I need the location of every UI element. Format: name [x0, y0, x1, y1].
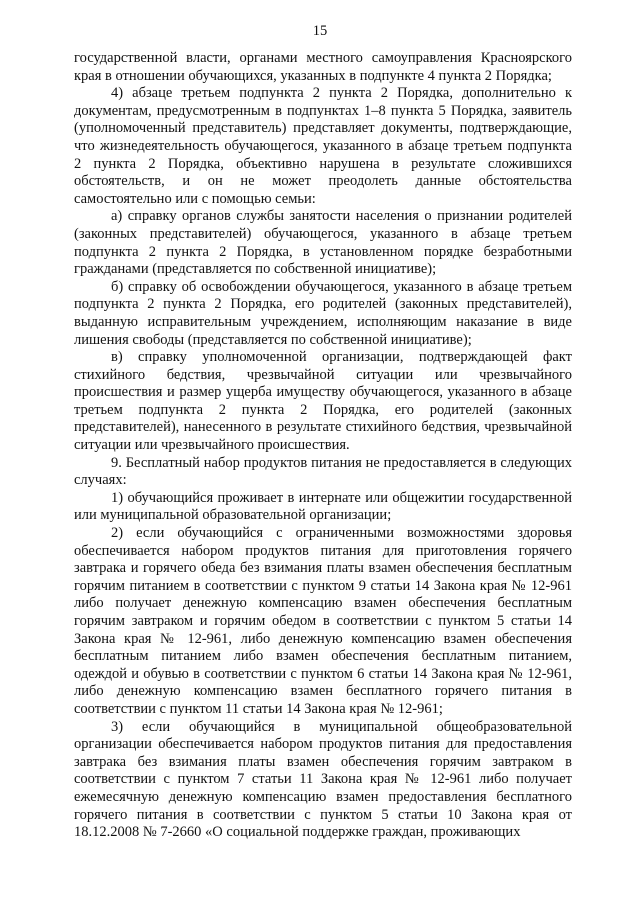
paragraph-item-a: а) справку органов службы занятости населения о признании родителей (законных представителей) обучающегося, указанного в абзаце третьем подпункта 2 пункта 2 Порядка, в установленном порядке безработными гражданами (представляется по собственной инициативе);	[74, 208, 572, 278]
paragraph-item-3: 3) если обучающийся в муниципальной общеобразовательной организации обеспечивается набором продуктов питания для предоставления завтрака без взимания платы взамен обеспечения горячим завтраком в соответствии с пунктом 7 статьи 11 Закона края № 12-961 либо получает ежемесячную денежную компенсацию взамен предоставления бесплатного горячего питания в соответствии с пунктом 5 статьи 10 Закона края от 18.12.2008 № 7-2660 «О социальной поддержке граждан, проживающих	[74, 718, 572, 841]
paragraph-item-v: в) справку уполномоченной организации, подтверждающей факт стихийного бедствия, чрезвычайной ситуации или чрезвычайного происшествия и размер ущерба имуществу обучающегося, указанного в абзаце третьем подпункта 2 пункта 2 Порядка, его родителей (законных представителей), нанесенного в результате стихийного бедствия, чрезвычайной ситуации или чрезвычайного происшествия.	[74, 349, 572, 454]
paragraph-item-b: б) справку об освобождении обучающегося, указанного в абзаце третьем подпункта 2 пункта 2 Порядка, его родителей (законных представителей), выданную исправительным учреждением, исполняющим наказание в виде лишения свободы (представляется по собственной инициативе);	[74, 278, 572, 348]
paragraph-section-9: 9. Бесплатный набор продуктов питания не предоставляется в следующих случаях:	[74, 454, 572, 489]
paragraph-item-1: 1) обучающийся проживает в интернате или общежитии государственной или муниципальной образовательной организации;	[74, 489, 572, 524]
document-body	[74, 50, 572, 842]
paragraph-item-4: 4) абзаце третьем подпункта 2 пункта 2 Порядка, дополнительно к документам, предусмотренным в подпунктах 1–8 пункта 5 Порядка, заявитель (уполномоченный представитель) представляет документы, подтверждающие, что жизнедеятельность обучающегося, указанного в абзаце третьем подпункта 2 пункта 2 Порядка, объективно нарушена в результате сложившихся обстоятельств, и он не может преодолеть данные обстоятельства самостоятельно или с помощью семьи:	[74, 85, 572, 207]
paragraph-item-2: 2) если обучающийся с ограниченными возможностями здоровья обеспечивается набором продуктов питания для приготовления горячего завтрака и горячего обеда без взимания платы взамен обеспечения бесплатным горячим питанием в соответствии с пунктом 9 статьи 14 Закона края № 12-961 либо получает денежную компенсацию взамен обеспечения бесплатным горячим завтраком и горячим обедом в соответствии с пунктом 5 статьи 14 Закона края № 12-961, либо денежную компенсацию взамен обеспечения бесплатным питанием либо взамен обеспечения бесплатным питанием, одеждой и обувью в соответствии с пунктом 6 статьи 14 Закона края № 12-961, либо денежную компенсацию взамен бесплатного горячего питания в соответствии с пунктом 11 статьи 14 Закона края № 12-961;	[74, 525, 572, 717]
page-number: 15	[312, 23, 328, 39]
paragraph-continuation: государственной власти, органами местного самоуправления Красноярского края в отношении обучающихся, указанных в подпункте 4 пункта 2 Порядка;	[74, 50, 572, 84]
